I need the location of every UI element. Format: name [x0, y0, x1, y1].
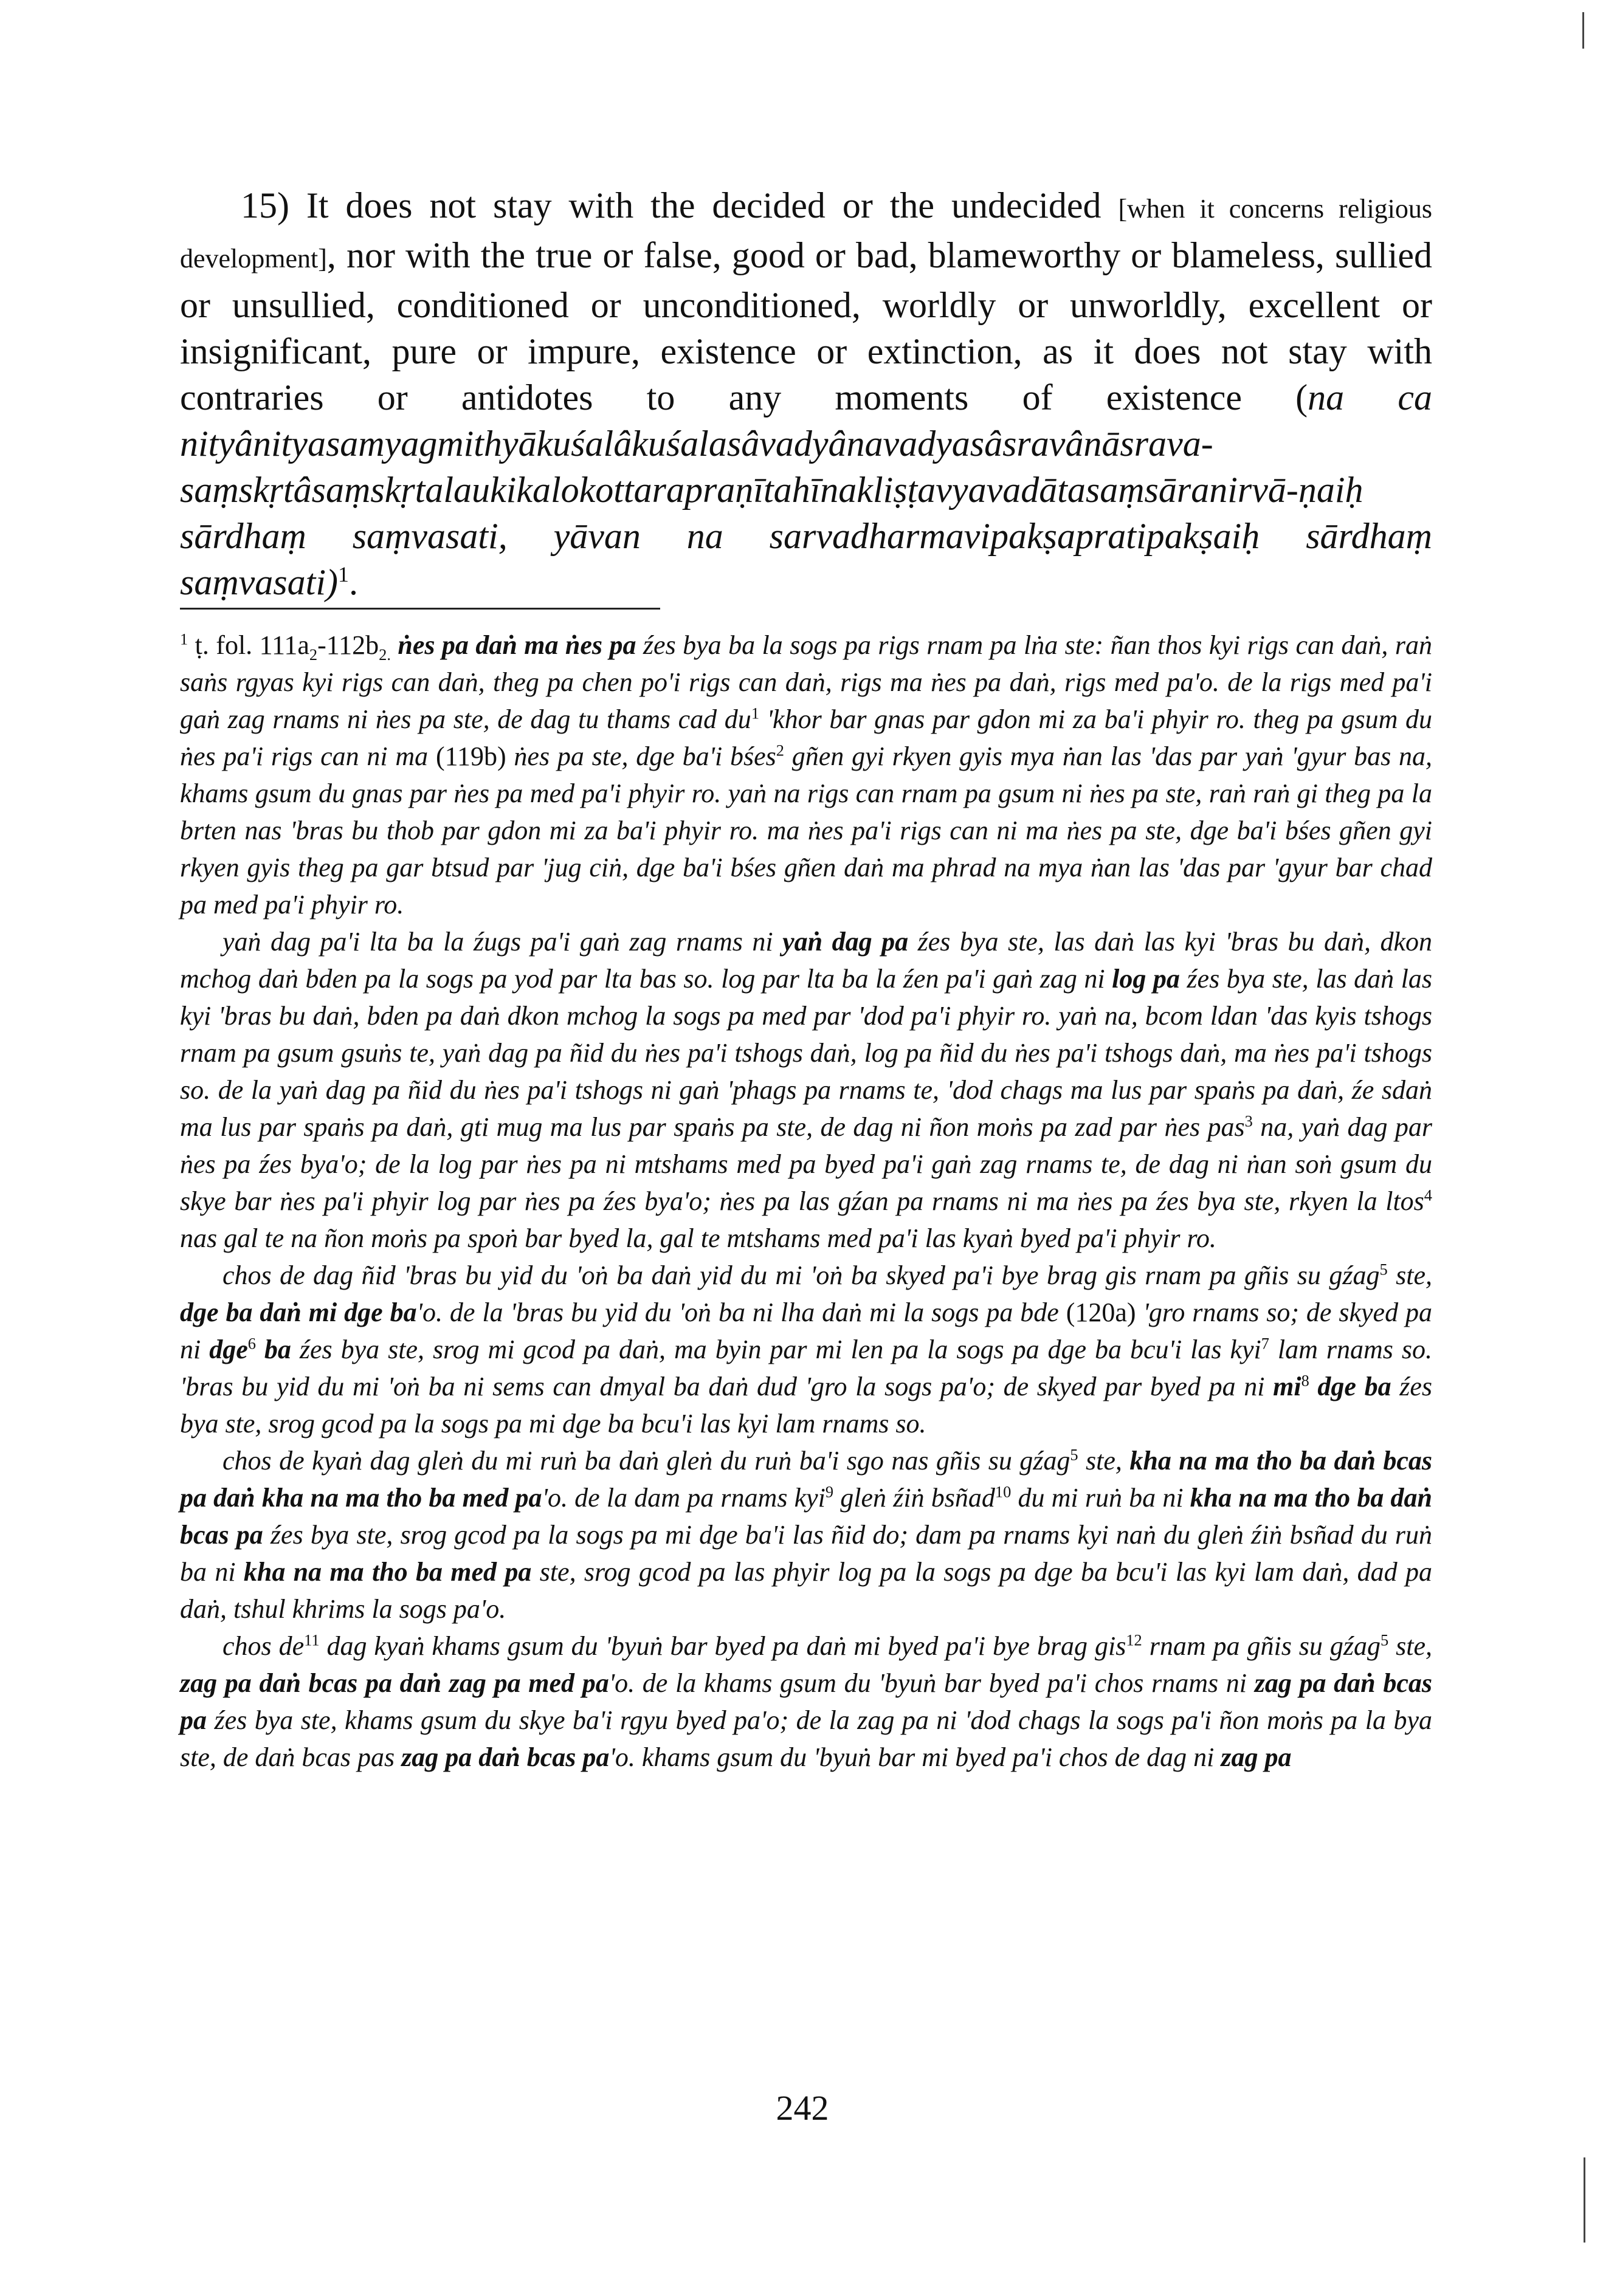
commentary-text: gleṅ źiṅ bsñad [833, 1483, 995, 1513]
lemma-term: kha na ma tho ba daṅ bcas pa daṅ kha na ma tho ba med pa [180, 1446, 1433, 1513]
footnote-ref-number: 4 [1424, 1186, 1432, 1205]
footnote-ref-number: 8 [1301, 1371, 1309, 1390]
footnote-ref-number: 1 [751, 704, 760, 723]
commentary-text: źes bya ste, las daṅ las kyi 'bras bu daṅ, dkon mchog daṅ bden pa la sogs pa yod par lta bas so. log par lta ba la źen pa'i gaṅ zag ni [180, 927, 1433, 994]
commentary-text: 'khor bar gnas par gdon mi za ba'i phyir ro. theg pa gsum du ṅes pa'i rigs can ni ma [180, 704, 1432, 771]
commentary-text: 'o. khams gsum du 'byuṅ bar mi byed pa'i chos de dag ni [609, 1742, 1221, 1772]
commentary-text: rnam pa gñis su gźag [1142, 1631, 1381, 1661]
commentary-text: źes bya ste, las daṅ las kyi 'bras bu daṅ, bden pa daṅ dkon mchog la sogs pa med par 'dod pa'i phyir ro. yaṅ na, bcom ldan 'das kyis tshogs rnam pa gsum gsuṅs te, yaṅ dag pa ñid du ṅes pa'i tshogs daṅ, log pa ñid du ṅes pa'i tshogs daṅ, ma ṅes pa'i tshogs so. de la yaṅ dag pa ñid du ṅes pa'i tshogs ni gaṅ 'phags pa rnams te, 'dod chags ma lus par spaṅs pa daṅ, źe sdaṅ ma lus par spaṅs pa daṅ, gti mug ma lus par spaṅs pa ste, de dag ni ñon moṅs pa zad par ṅes pas [180, 964, 1432, 1142]
page-number: 242 [776, 2088, 829, 2128]
lemma-term: zag pa [1221, 1742, 1292, 1772]
footnote-ref-number: 2 [776, 741, 784, 760]
commentary-text: ste, [1078, 1446, 1130, 1476]
commentary-text: lam rnams so. 'bras bu yid du mi 'oṅ ba ni sems can dmyal ba daṅ dud 'gro la sogs pa'o; de skyed par byed pa ni [180, 1335, 1432, 1401]
lemma-term: kha na ma tho ba daṅ bcas pa [180, 1483, 1432, 1550]
commentary-text: źes bya ste, srog mi gcod pa daṅ, ma byin par mi len pa la sogs pa dge ba bcu'i las kyi [291, 1335, 1261, 1364]
commentary-text: chos de [222, 1631, 305, 1661]
commentary-text: 'o. de la khams gsum du 'byuṅ bar byed pa'i chos rnams ni [608, 1668, 1255, 1698]
commentary-text: yaṅ dag pa'i lta ba la źugs pa'i gaṅ zag rnams ni [222, 927, 783, 957]
commentary-text: nas gal te na ñon moṅs pa spoṅ bar byed la, gal te mtshams med pa'i las kyaṅ byed pa'i phyir ro. [180, 1223, 1216, 1253]
footnote-ref-number: 5 [1379, 1260, 1388, 1279]
lemma-term: zag pa daṅ bcas pa [180, 1668, 1432, 1735]
sanskrit-text: na ca nityânityasamyagmithyākuśalâkuśalasâvadyânavadyasâsravânāsrava-saṃskṛtâsaṃskṛtalaukikalokottarapraṇītahīnakliṣṭavyavadātasaṃsāranirvā-ṇaiḥ sārdhaṃ saṃvasati, yāvan na sarvadharmavipakṣapratipakṣaiḥ sārdhaṃ saṃvasati [180, 377, 1432, 602]
footnote-number: 1 [180, 630, 188, 648]
footnote-paragraph-2 [180, 923, 1432, 1257]
commentary-text: 'o. de la 'bras bu yid du 'oṅ ba ni lha daṅ mi la sogs pa bde [416, 1298, 1066, 1327]
footnote-divider [180, 608, 660, 610]
footnote-ref-number: 5 [1380, 1631, 1389, 1649]
folio-reference: (119b) [435, 741, 506, 771]
commentary-text: 'o. de la dam pa rnams kyi [542, 1483, 826, 1513]
commentary-text: gñen gyi rkyen gyis mya ṅan las 'das par yaṅ 'gyur bas na, khams gsum du gnas par ṅes pa med pa'i phyir ro. yaṅ na rigs can rnam pa gsum ni ṅes pa ste, raṅ raṅ gi theg pa la brten nas 'bras bu thob par gdon mi za ba'i phyir ro. ma ṅes pa'i rigs can ni ma ṅes pa ste, dge ba'i bśes gñen gyi rkyen gyis theg pa gar btsud par 'jug ciṅ, dge ba'i bśes gñen daṅ ma phrad na mya ṅan las 'das par 'gyur bar chad pa med pa'i phyir ro. [180, 741, 1432, 919]
footnote-ref-number: 6 [247, 1334, 256, 1353]
commentary-text: źes bya ste, khams gsum du skye ba'i rgyu byed pa'o; de la zag pa ni 'dod chags la sogs pa'i ñon moṅs pa la bya ste, de daṅ bcas pas [180, 1705, 1432, 1772]
footnote-ref-number: 7 [1261, 1334, 1269, 1353]
commentary-text: chos de kyaṅ dag gleṅ du mi ruṅ ba daṅ gleṅ du ruṅ ba'i sgo nas gñis su gźag [222, 1446, 1070, 1476]
lemma-term: yaṅ dag pa [782, 927, 909, 957]
footnote-paragraph-4 [180, 1442, 1432, 1627]
footnote-paragraph-1 [180, 627, 1432, 923]
commentary-text: ste, [1387, 1260, 1432, 1290]
lemma-term: dge ba [1309, 1372, 1391, 1401]
footnote-ref-number: 9 [825, 1482, 834, 1501]
page-content [180, 182, 1432, 1776]
commentary-text: ste, srog gcod pa las phyir log pa la sogs pa dge ba bcu'i las kyi lam daṅ, dad pa daṅ, tshul khrims la sogs pa'o. [180, 1557, 1432, 1624]
footnote-text-1 [180, 630, 1432, 919]
lemma-term: kha na ma tho ba med pa [243, 1557, 532, 1587]
folio-reference: (120a) [1066, 1298, 1136, 1327]
footnote-ref: ṭ. fol. $111a_2-112b_{2.}$ [195, 630, 391, 664]
footnote [180, 627, 1432, 1776]
commentary-text: 'gro rnams so; de skyed pa ni [180, 1298, 1433, 1364]
commentary-text: źes bya ba la sogs pa rigs rnam pa lṅa ste: ñan thos kyi rigs can daṅ, raṅ saṅs rgyas kyi rigs can daṅ, theg pa chen po'i rigs can daṅ, rigs ma ṅes pa daṅ, rigs med pa'o. de la rigs med pa'i gaṅ zag rnams ni ṅes pa ste, de dag tu thams cad du [180, 630, 1432, 734]
footnote-paragraph-3 [180, 1257, 1432, 1442]
footnote-ref-number: 3 [1244, 1112, 1253, 1130]
lemma-term: dge [209, 1335, 248, 1364]
paragraph-body: , nor with the true or false, good or bad, blameworthy or blameless, sullied or unsullied, conditioned or unconditioned, worldly or unworldly, excellent or insignificant, pure or impure, existence or extinction, as it does not stay with contraries or antidotes to any moments of existence ( [180, 235, 1432, 418]
commentary-text: źes bya ste, srog gcod pa la sogs pa mi dge ba bcu'i las kyi lam rnams so. [180, 1372, 1432, 1438]
bracket-note: [when it concerns religious development] [180, 194, 1433, 273]
lemma-term: zag pa daṅ bcas pa [401, 1742, 610, 1772]
main-paragraph [180, 182, 1432, 605]
lemma-term: log pa [1112, 964, 1180, 994]
commentary-text: du mi ruṅ ba ni [1011, 1483, 1190, 1513]
lemma-term: mi [1273, 1372, 1301, 1401]
commentary-text: ste, [1388, 1631, 1432, 1661]
footnote-paragraph-5 [180, 1627, 1432, 1776]
scan-edge-line [1584, 2157, 1585, 2243]
footnote-ref-number: 10 [995, 1482, 1012, 1501]
commentary-text: chos de dag ñid 'bras bu yid du 'oṅ ba daṅ yid du mi 'oṅ ba skyed pa'i bye brag gis rnam pa gñis su gźag [222, 1260, 1380, 1290]
footnote-ref-number: 5 [1070, 1445, 1078, 1464]
lemma-term: ṅes pa daṅ ma ṅes pa [398, 630, 636, 660]
footnote-ref-number: 12 [1126, 1631, 1142, 1649]
paragraph-end: . [348, 562, 358, 602]
sanskrit-close: ) [326, 562, 338, 602]
commentary-text: na, yaṅ dag par ṅes pa źes bya'o; de la log par ṅes pa ni mtshams med pa byed pa'i gaṅ zag rnams te, de dag ni ṅan soṅ gsum du skye bar ṅes pa'i phyir log par ṅes pa źes bya'o; ṅes pa las gźan pa rnams ni ma ṅes pa źes bya ste, rkyen la ltos [180, 1112, 1433, 1216]
lemma-term: dge ba daṅ mi dge ba [180, 1298, 417, 1327]
footnote-ref-number: 11 [304, 1631, 320, 1649]
commentary-text: dag kyaṅ khams gsum du 'byuṅ bar byed pa daṅ mi byed pa'i bye brag gis [319, 1631, 1126, 1661]
lemma-term: zag pa daṅ bcas pa daṅ zag pa med pa [180, 1668, 609, 1698]
commentary-text: źes bya ste, srog gcod pa la sogs pa mi dge ba'i las ñid do; dam pa rnams kyi naṅ du gleṅ źiṅ bsñad du ruṅ ba ni [180, 1520, 1432, 1587]
scan-edge-line [1582, 12, 1584, 49]
lemma-term: ba [255, 1335, 291, 1364]
commentary-text: ṅes pa ste, dge ba'i bśes [506, 741, 776, 771]
paragraph-lead: 15) It does not stay with the decided or the undecided [241, 185, 1101, 225]
footnote-marker: 1 [337, 562, 349, 586]
